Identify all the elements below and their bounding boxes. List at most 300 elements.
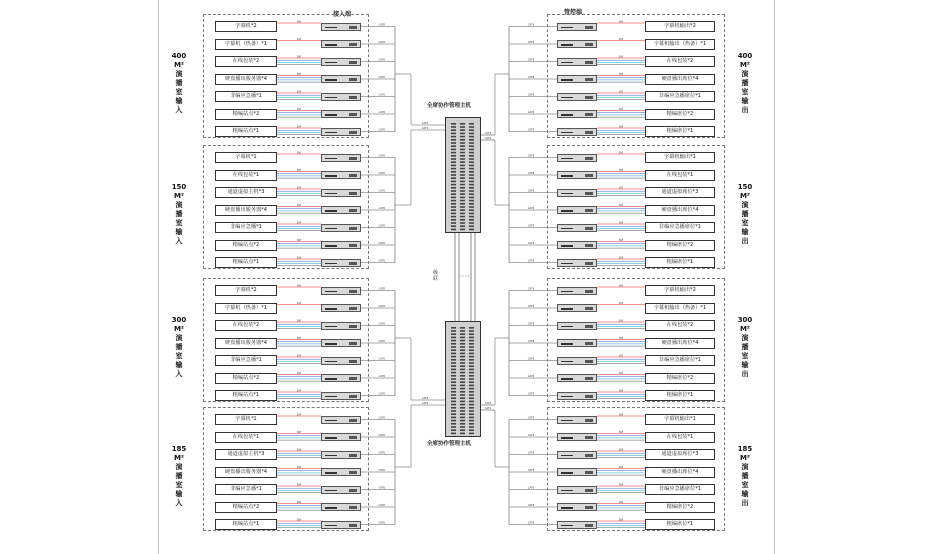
hub-top-ports <box>451 213 456 215</box>
hub-top-ports <box>460 136 465 138</box>
right-room-label-0 <box>737 52 753 115</box>
hub-top-ports <box>451 139 456 141</box>
left-room-label-2-line: 室 <box>175 352 183 360</box>
cable-label: CAT6 <box>527 128 535 132</box>
right-seat[interactable]: 硬盘播出席位*4 <box>645 338 715 349</box>
signal-label: DVI <box>618 337 624 340</box>
left-device[interactable]: 非编应急播*1 <box>215 222 277 233</box>
left-encoder-unit <box>321 241 361 249</box>
hub-bottom-ports <box>469 353 474 355</box>
hub-top-ports <box>469 209 474 211</box>
hub-bottom-ports <box>469 417 474 419</box>
left-encoder-unit <box>321 486 361 494</box>
right-seat[interactable]: 粗编席位*1 <box>645 519 715 530</box>
right-seat[interactable]: 非编应急播席位*1 <box>645 222 715 233</box>
cable-label: CAT6 <box>527 172 535 175</box>
left-encoder-unit <box>321 503 361 511</box>
right-decoder-unit <box>557 357 597 365</box>
left-device[interactable]: 通道虚拟主机*3 <box>215 449 277 460</box>
hub-bottom-ports <box>451 426 456 428</box>
signal-label: DVI <box>618 204 624 207</box>
signal-label: DVI <box>618 501 624 504</box>
signal-label: DVI <box>296 501 302 504</box>
cable-label: CAT6 <box>421 127 429 131</box>
cable-label: CAT6 <box>378 111 385 114</box>
left-encoder-unit <box>321 339 361 347</box>
left-encoder-unit <box>321 451 361 459</box>
left-device[interactable]: 字幕机*2 <box>215 21 277 32</box>
right-room-label-0-line: 室 <box>741 88 749 96</box>
left-device[interactable]: 非编应急播*1 <box>215 91 277 102</box>
cable-label: CAT6 <box>484 402 492 406</box>
hub-top-ports <box>460 165 465 167</box>
hub-bottom-ports <box>460 410 465 412</box>
hub-bottom-ports <box>451 385 456 387</box>
hub-bottom-ports <box>451 356 456 358</box>
right-seat[interactable]: 字幕机输出*2 <box>645 285 715 296</box>
hub-top-ports <box>451 145 456 147</box>
hub-top-ports <box>451 171 456 173</box>
left-device[interactable]: 硬盘播出服务器*4 <box>215 205 277 216</box>
hub-top-ports <box>469 126 474 128</box>
left-device[interactable]: 硬盘播出服务器*4 <box>215 467 277 478</box>
left-device[interactable]: 字幕机（热备）*1 <box>215 39 277 50</box>
signal-label: DVI <box>296 284 302 288</box>
right-seat[interactable]: 非编应急播席位*1 <box>645 91 715 102</box>
left-device[interactable]: 在线包装*2 <box>215 320 277 331</box>
hub-top-ports <box>451 123 456 125</box>
cable-label: CAT6 <box>484 407 492 411</box>
hub-top-ports <box>460 161 465 163</box>
right-seat[interactable]: 精编席位*2 <box>645 502 715 513</box>
hub-top-ports <box>460 149 465 151</box>
left-encoder-unit <box>321 171 361 179</box>
hub-top-ports <box>451 155 456 157</box>
left-room-label-1-line: 室 <box>175 219 183 227</box>
signal-label: DVI <box>618 108 624 111</box>
hub-bottom-ports <box>469 356 474 358</box>
left-room-label-1-line: 入 <box>175 237 183 245</box>
hub-bottom-ports <box>451 340 456 342</box>
hub-bottom-ports <box>451 346 456 348</box>
left-encoder-unit <box>321 287 361 295</box>
right-seat[interactable]: 粗编席位*1 <box>645 257 715 268</box>
left-device[interactable]: 字幕机*1 <box>215 414 277 425</box>
hub-bottom-ports <box>460 391 465 393</box>
right-seat[interactable]: 字幕机输出*1 <box>645 152 715 163</box>
signal-label: DVI <box>618 186 624 190</box>
hub-bottom-ports <box>469 349 474 351</box>
right-decoder-unit <box>557 468 597 476</box>
left-device[interactable]: 通道虚拟主机*3 <box>215 187 277 198</box>
hub-top-ports <box>451 216 456 218</box>
right-decoder-unit <box>557 93 597 101</box>
left-device[interactable]: 精编站点*2 <box>215 240 277 251</box>
hub-top-ports <box>460 142 465 144</box>
left-device[interactable]: 在线包装*1 <box>215 432 277 443</box>
hub-bottom-ports <box>469 391 474 393</box>
cable-label: CAT6 <box>527 451 535 455</box>
hub-bottom-ports <box>451 410 456 412</box>
left-device[interactable]: 硬盘播出服务器*4 <box>215 74 277 85</box>
right-decoder-unit <box>557 206 597 214</box>
right-seat[interactable]: 粗编席位*1 <box>645 390 715 401</box>
left-room-label-3 <box>171 445 187 508</box>
hub-bottom-ports <box>451 375 456 377</box>
cable-label: CAT6 <box>378 58 385 62</box>
left-room-label-1 <box>171 183 187 246</box>
hub-bottom-ports <box>460 378 465 380</box>
hub-top-ports <box>460 203 465 205</box>
signal-label: DVI <box>618 256 624 260</box>
left-room-label-2-line: 演 <box>175 334 183 342</box>
hub-bottom-ports <box>451 404 456 406</box>
right-decoder-unit <box>557 171 597 179</box>
right-seat[interactable]: 在线包装*1 <box>645 170 715 181</box>
hub-top-ports <box>451 174 456 176</box>
hub-bottom-ports <box>460 362 465 364</box>
right-room-label-1 <box>737 183 753 246</box>
hub-top-ports <box>460 123 465 125</box>
hub-bottom-ports <box>460 404 465 406</box>
right-seat[interactable]: 精编席位*2 <box>645 373 715 384</box>
hub-bottom-ports <box>451 397 456 399</box>
left-device[interactable]: 在线包装*2 <box>215 56 277 67</box>
cable-label: CAT6 <box>378 259 385 263</box>
cable-label: CAT6 <box>378 154 385 158</box>
hub-bottom-ports <box>451 423 456 425</box>
hub-bottom-ports <box>469 388 474 390</box>
cable-label: CAT6 <box>527 207 535 210</box>
left-room-label-0-line: 入 <box>175 106 183 114</box>
cable-label: CAT6 <box>378 375 385 378</box>
right-room-label-0-line: 400 <box>737 52 753 60</box>
left-header: 接入端 <box>333 11 352 18</box>
hub-bottom-ports <box>469 343 474 345</box>
hub-top-ports <box>469 213 474 215</box>
signal-label: DVI <box>296 389 302 393</box>
right-room-label-2 <box>737 316 753 379</box>
hub-bottom-ports <box>451 349 456 351</box>
left-device[interactable]: 字幕机*2 <box>215 285 277 296</box>
signal-label: DVI <box>618 221 624 225</box>
hub-top-ports <box>469 155 474 157</box>
right-decoder-unit <box>557 40 597 48</box>
hub-bottom-ports <box>460 413 465 415</box>
hub-bottom-ports <box>460 365 465 367</box>
signal-label: DVI <box>296 221 302 225</box>
signal-label: DVI <box>296 337 302 340</box>
cable-label: CAT6 <box>421 397 429 401</box>
right-seat[interactable]: 精编席位*2 <box>645 109 715 120</box>
hub-bottom-ports <box>469 362 474 364</box>
hub-top-ports <box>469 139 474 141</box>
hub-bottom-ports <box>469 378 474 380</box>
diagram-canvas <box>158 0 775 554</box>
right-room-label-3 <box>737 445 753 508</box>
hub-bottom-ports <box>460 433 465 435</box>
left-room-label-0-line: M² <box>173 61 185 69</box>
left-encoder-unit <box>321 75 361 83</box>
signal-label: DVI <box>296 518 302 522</box>
right-room-label-2-line: 室 <box>741 352 749 360</box>
cable-label: CAT6 <box>378 128 385 132</box>
signal-label: DVI <box>296 466 302 469</box>
hub-top-ports <box>469 158 474 160</box>
signal-label: DVI <box>618 55 624 59</box>
hub-top-ports <box>460 229 465 231</box>
right-room-label-1-line: M² <box>739 192 751 200</box>
left-device[interactable]: 字幕机*1 <box>215 152 277 163</box>
left-device[interactable]: 硬盘播出服务器*4 <box>215 338 277 349</box>
right-seat[interactable]: 字幕机输出*2 <box>645 21 715 32</box>
hub-top-ports <box>469 168 474 170</box>
hub-bottom-ports <box>460 340 465 342</box>
cable-label: CAT6 <box>378 305 385 308</box>
hub-top-ports <box>469 229 474 231</box>
right-room-label-0-line: 播 <box>741 79 749 87</box>
right-decoder-unit <box>557 287 597 295</box>
cable-label: CAT6 <box>378 242 385 245</box>
left-room-label-3-line: 输 <box>175 490 183 498</box>
right-decoder-unit <box>557 416 597 424</box>
hub-top-ports <box>451 193 456 195</box>
signal-label: DVI <box>296 38 302 41</box>
hub-bottom-ports <box>460 356 465 358</box>
cable-label: CAT6 <box>527 287 535 291</box>
left-room-label-3-line: 185 <box>171 445 187 453</box>
hub-top-ports <box>469 161 474 163</box>
right-room-label-1-line: 150 <box>737 183 753 191</box>
left-encoder-unit <box>321 304 361 312</box>
hub-bottom-ports <box>451 353 456 355</box>
right-seat[interactable]: 非编应急播席位*1 <box>645 484 715 495</box>
cable-label: CAT6 <box>527 375 535 378</box>
hub-top-ports <box>469 145 474 147</box>
cable-label: CAT6 <box>378 486 385 490</box>
right-decoder-unit <box>557 259 597 267</box>
hub-top-ports <box>469 181 474 183</box>
signal-label: DVI <box>618 518 624 522</box>
right-room-label-0-line: M² <box>739 61 751 69</box>
left-encoder-unit <box>321 40 361 48</box>
signal-label: DVI <box>296 108 302 111</box>
cable-label: CAT6 <box>378 76 385 79</box>
right-room-label-3-line: 185 <box>737 445 753 453</box>
hub-top-ports <box>460 129 465 131</box>
signal-label: DVI <box>618 413 624 417</box>
right-room-label-2-line: 输 <box>741 361 749 369</box>
left-device[interactable]: 在线包装*1 <box>215 170 277 181</box>
cascade-label-text: 级联 <box>433 270 439 282</box>
left-device[interactable]: 粗编站点*1 <box>215 126 277 137</box>
right-seat[interactable]: 在线包装*2 <box>645 56 715 67</box>
right-seat[interactable]: 硬盘播出席位*4 <box>645 205 715 216</box>
signal-label: DVI <box>296 413 302 417</box>
hub-top-ports <box>451 181 456 183</box>
right-seat[interactable]: 硬盘播出席位*4 <box>645 467 715 478</box>
cable-label: CAT6 <box>527 305 535 308</box>
signal-label: DVI <box>296 239 302 242</box>
cable-label: CAT6 <box>378 392 385 396</box>
hub-bottom-ports <box>460 349 465 351</box>
hub-bottom-ports <box>469 381 474 383</box>
cable-label: CAT6 <box>527 224 535 228</box>
left-device[interactable]: 粗编站点*1 <box>215 390 277 401</box>
right-decoder-unit <box>557 128 597 136</box>
hub-top-ports <box>460 174 465 176</box>
hub-top-ports <box>451 225 456 227</box>
hub-bottom-ports <box>469 420 474 422</box>
left-device[interactable]: 字幕机（热备）*1 <box>215 303 277 314</box>
signal-label: DVI <box>618 73 624 76</box>
hub-bottom-ports <box>451 369 456 371</box>
right-decoder-unit <box>557 304 597 312</box>
right-seat[interactable]: 字幕机输出（热备）*1 <box>645 303 715 314</box>
hub-top-ports <box>451 165 456 167</box>
signal-label: DVI <box>618 239 624 242</box>
left-room-label-1-line: 150 <box>171 183 187 191</box>
right-seat[interactable]: 硬盘播出席位*4 <box>645 74 715 85</box>
right-seat[interactable]: 字幕机输出（热备）*1 <box>645 39 715 50</box>
hub-top-ports <box>460 126 465 128</box>
signal-label: DVI <box>296 256 302 260</box>
signal-label: DVI <box>296 90 302 94</box>
hub-top-ports <box>469 165 474 167</box>
left-device[interactable]: 精编站点*2 <box>215 109 277 120</box>
signal-label: DVI <box>618 389 624 393</box>
hub-bottom-ports <box>460 333 465 335</box>
right-seat[interactable]: 粗编席位*1 <box>645 126 715 137</box>
right-seat[interactable]: 精编席位*2 <box>645 240 715 251</box>
hub-top-ports <box>460 181 465 183</box>
cable-label: CAT6 <box>527 93 535 97</box>
hub-bottom-ports <box>460 423 465 425</box>
right-decoder-unit <box>557 224 597 232</box>
right-seat[interactable]: 字幕机输出*1 <box>645 414 715 425</box>
left-device[interactable]: 非编应急播*1 <box>215 484 277 495</box>
signal-label: DVI <box>296 73 302 76</box>
hub-top-ports <box>469 123 474 125</box>
cable-label: CAT6 <box>527 416 535 420</box>
signal-label: DVI <box>296 483 302 487</box>
left-room-label-2-line: 300 <box>171 316 187 324</box>
hub-bottom-ports <box>451 330 456 332</box>
hub-bottom-ports <box>469 327 474 329</box>
hub-bottom-ports <box>460 330 465 332</box>
left-encoder-unit <box>321 23 361 31</box>
left-encoder-unit <box>321 93 361 101</box>
signal-label: DVI <box>296 302 302 305</box>
hub-top-ports <box>469 133 474 135</box>
right-room-label-0-line: 演 <box>741 70 749 78</box>
cable-label: CAT6 <box>378 434 385 437</box>
hub-top-ports <box>451 200 456 202</box>
right-seat[interactable]: 通道虚拟席位*3 <box>645 187 715 198</box>
left-encoder-unit <box>321 58 361 66</box>
cable-label: CAT6 <box>378 224 385 228</box>
left-encoder-unit <box>321 433 361 441</box>
signal-label: DVI <box>618 319 624 323</box>
signal-label: DVI <box>618 431 624 434</box>
signal-label: DVI <box>296 431 302 434</box>
hub-top-ports <box>460 193 465 195</box>
hub-top-ports <box>469 203 474 205</box>
left-encoder-unit <box>321 189 361 197</box>
right-seat[interactable]: 在线包装*1 <box>645 432 715 443</box>
left-room-label-0-line: 演 <box>175 70 183 78</box>
right-room-label-1-line: 演 <box>741 201 749 209</box>
hub-bottom-ports <box>460 417 465 419</box>
hub-top-ports <box>469 149 474 151</box>
hub-top-ports <box>451 190 456 192</box>
hub-top-ports <box>460 222 465 224</box>
hub-bottom-ports <box>451 327 456 329</box>
cable-label: CAT6 <box>527 259 535 263</box>
hub-bottom-ports <box>460 381 465 383</box>
hub-bottom-ports <box>451 407 456 409</box>
hub-bottom-ports <box>460 343 465 345</box>
left-device[interactable]: 粗编站点*1 <box>215 257 277 268</box>
right-decoder-unit <box>557 486 597 494</box>
right-decoder-unit <box>557 339 597 347</box>
left-encoder-unit <box>321 521 361 529</box>
hub-top-ports <box>460 184 465 186</box>
signal-label: DVI <box>296 372 302 375</box>
right-room-label-1-line: 室 <box>741 219 749 227</box>
hub-bottom-ports <box>451 365 456 367</box>
left-room-label-1-line: 播 <box>175 210 183 218</box>
hub-top-ports <box>460 168 465 170</box>
hub-top-ports <box>451 222 456 224</box>
hub-bottom-ports <box>460 401 465 403</box>
left-device[interactable]: 粗编站点*1 <box>215 519 277 530</box>
signal-label: DVI <box>618 448 624 452</box>
hub-bottom-ports <box>469 407 474 409</box>
signal-label: DVI <box>618 483 624 487</box>
left-device[interactable]: 精编站点*2 <box>215 502 277 513</box>
right-room-label-2-line: M² <box>739 325 751 333</box>
hub-top-ports <box>469 129 474 131</box>
right-seat[interactable]: 通道虚拟席位*3 <box>645 449 715 460</box>
left-device[interactable]: 精编站点*2 <box>215 373 277 384</box>
right-room-label-3-line: 播 <box>741 472 749 480</box>
left-encoder-unit <box>321 322 361 330</box>
hub-top-ports <box>460 177 465 179</box>
left-device[interactable]: 非编应急播*1 <box>215 355 277 366</box>
hub-top-ports <box>469 142 474 144</box>
right-seat[interactable]: 非编应急播席位*1 <box>645 355 715 366</box>
cable-label: CAT6 <box>484 132 492 136</box>
hub-top-ports <box>469 206 474 208</box>
left-room-label-3-line: 室 <box>175 481 183 489</box>
hub-top-ports <box>460 213 465 215</box>
left-room-label-3-line: 播 <box>175 472 183 480</box>
hub-top-ports <box>460 225 465 227</box>
left-room-label-0-line: 输 <box>175 97 183 105</box>
hub-top-ports <box>469 225 474 227</box>
signal-label: DVI <box>296 319 302 323</box>
right-seat[interactable]: 在线包装*2 <box>645 320 715 331</box>
hub-bottom-ports <box>460 346 465 348</box>
left-encoder-unit <box>321 392 361 400</box>
hub-bottom-ports <box>469 394 474 396</box>
right-room-label-0-line: 输 <box>741 97 749 105</box>
hub-bottom-ports <box>469 359 474 361</box>
hub-bottom-ports <box>451 378 456 380</box>
right-room-label-1-line: 出 <box>741 237 749 245</box>
left-encoder-unit <box>321 224 361 232</box>
